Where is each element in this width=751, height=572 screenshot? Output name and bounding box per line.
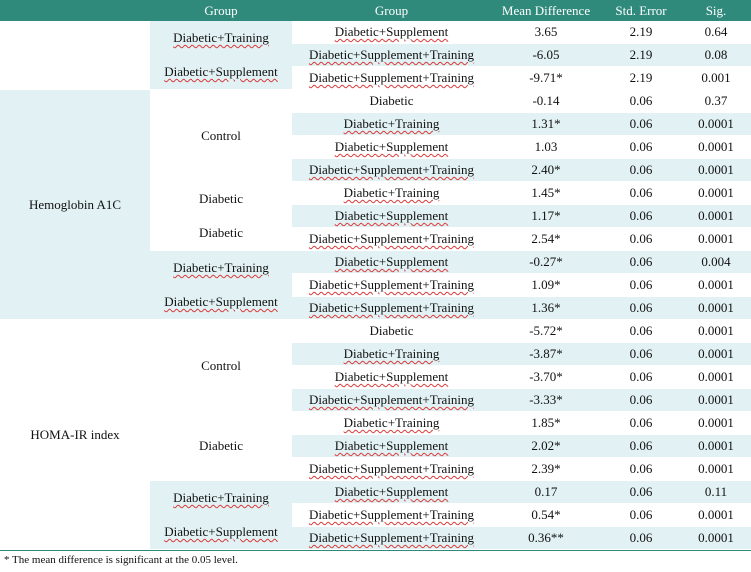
group-1-cell: [150, 251, 292, 320]
group-2-cell: [292, 366, 491, 389]
group-2-cell: [292, 435, 491, 458]
std-error-cell: 0.06: [601, 90, 681, 113]
table-row: [0, 21, 751, 44]
sig-cell: 0.0001: [681, 435, 751, 458]
std-error-cell: 0.06: [601, 113, 681, 136]
group-2-label: Diabetic+Supplement+Training: [308, 70, 475, 85]
group-2-label: Diabetic+Supplement: [334, 484, 449, 499]
group-2-label: Diabetic+Supplement: [334, 369, 449, 384]
group-2-cell: [292, 504, 491, 527]
std-error-cell: 0.06: [601, 389, 681, 412]
group-2-label: Diabetic+Supplement+Training: [308, 277, 475, 292]
group-1-cell: [150, 182, 292, 251]
group-2-cell: [292, 182, 491, 205]
group-2-label: Diabetic+Supplement+Training: [308, 392, 475, 407]
mean-difference-cell: 2.54*: [491, 228, 601, 251]
group-1-label: Diabetic+Training: [173, 490, 269, 505]
header-mean-difference: Mean Difference: [491, 0, 601, 21]
group-2-cell: [292, 159, 491, 182]
sig-cell: 0.37: [681, 90, 751, 113]
group-2-label: Diabetic+Supplement+Training: [308, 300, 475, 315]
std-error-cell: 2.19: [601, 21, 681, 44]
mean-difference-cell: 2.40*: [491, 159, 601, 182]
std-error-cell: 2.19: [601, 44, 681, 67]
group-2-label: Diabetic+Supplement+Training: [308, 47, 475, 62]
sig-cell: 0.0001: [681, 389, 751, 412]
sig-cell: 0.08: [681, 44, 751, 67]
mean-difference-cell: -5.72*: [491, 320, 601, 343]
group-2-cell: [292, 412, 491, 435]
group-1-label: Diabetic+Training: [173, 260, 269, 275]
sig-cell: 0.0001: [681, 527, 751, 550]
group-2-label: Diabetic+Supplement: [334, 254, 449, 269]
group-2-label: Diabetic+Training: [343, 116, 440, 131]
mean-difference-cell: 2.39*: [491, 458, 601, 481]
mean-difference-cell: -6.05: [491, 44, 601, 67]
table-row: [0, 90, 751, 113]
group-1-label: Diabetic+Supplement: [164, 524, 278, 539]
group-2-label: Diabetic+Supplement+Training: [308, 507, 475, 522]
group-2-cell: [292, 136, 491, 159]
group-2-cell: [292, 90, 491, 113]
mean-difference-cell: 1.85*: [491, 412, 601, 435]
std-error-cell: 0.06: [601, 136, 681, 159]
mean-difference-cell: 0.54*: [491, 504, 601, 527]
sig-cell: 0.0001: [681, 366, 751, 389]
sig-cell: 0.0001: [681, 159, 751, 182]
mean-difference-cell: 1.36*: [491, 297, 601, 320]
group-2-cell: [292, 44, 491, 67]
std-error-cell: 0.06: [601, 412, 681, 435]
mean-difference-cell: 3.65: [491, 21, 601, 44]
group-2-label: Diabetic+Supplement+Training: [308, 530, 475, 545]
group-2-label: Diabetic: [369, 93, 414, 108]
group-2-cell: [292, 113, 491, 136]
group-2-label: Diabetic+Training: [343, 415, 440, 430]
std-error-cell: 0.06: [601, 504, 681, 527]
group-2-label: Diabetic+Supplement: [334, 208, 449, 223]
group-2-label: Diabetic+Supplement+Training: [308, 231, 475, 246]
measure-label: HOMA-IR index: [0, 320, 150, 550]
sig-cell: 0.0001: [681, 113, 751, 136]
mean-difference-cell: -3.70*: [491, 366, 601, 389]
group-2-label: Diabetic+Training: [343, 346, 440, 361]
std-error-cell: 0.06: [601, 458, 681, 481]
std-error-cell: 0.06: [601, 481, 681, 504]
group-2-cell: [292, 21, 491, 44]
table-body: [0, 21, 751, 550]
mean-difference-cell: 2.02*: [491, 435, 601, 458]
sig-cell: 0.0001: [681, 205, 751, 228]
header-measure: [0, 0, 150, 21]
measure-label: Hemoglobin A1C: [0, 90, 150, 320]
std-error-cell: 0.06: [601, 343, 681, 366]
mean-difference-cell: 0.17: [491, 481, 601, 504]
mean-difference-cell: 1.45*: [491, 182, 601, 205]
group-2-cell: [292, 228, 491, 251]
mean-difference-cell: 1.09*: [491, 274, 601, 297]
std-error-cell: 2.19: [601, 67, 681, 90]
group-2-label: Diabetic+Supplement+Training: [308, 461, 475, 476]
std-error-cell: 0.06: [601, 320, 681, 343]
group-2-cell: [292, 320, 491, 343]
group-1-label: Diabetic+Training: [173, 30, 269, 45]
group-2-cell: [292, 481, 491, 504]
group-1-cell: [150, 21, 292, 90]
group-1-label: Control: [201, 127, 241, 143]
sig-cell: 0.0001: [681, 297, 751, 320]
group-2-label: Diabetic+Training: [343, 185, 440, 200]
group-1-label: Diabetic: [198, 225, 244, 240]
mean-difference-cell: 1.03: [491, 136, 601, 159]
sig-cell: 0.0001: [681, 458, 751, 481]
group-1-label: Diabetic: [198, 191, 244, 206]
group-2-label: Diabetic: [369, 323, 414, 338]
group-2-cell: [292, 389, 491, 412]
mean-difference-cell: -0.14: [491, 90, 601, 113]
mean-difference-cell: -0.27*: [491, 251, 601, 274]
group-1-label: Control: [201, 357, 241, 373]
sig-cell: 0.001: [681, 67, 751, 90]
header-sig: Sig.: [681, 0, 751, 21]
mean-difference-cell: 1.17*: [491, 205, 601, 228]
table-row: [0, 320, 751, 343]
sig-cell: 0.004: [681, 251, 751, 274]
mean-difference-cell: 1.31*: [491, 113, 601, 136]
sig-cell: 0.0001: [681, 343, 751, 366]
std-error-cell: 0.06: [601, 435, 681, 458]
std-error-cell: 0.06: [601, 297, 681, 320]
group-2-cell: [292, 343, 491, 366]
group-2-label: Diabetic+Supplement: [334, 438, 449, 453]
std-error-cell: 0.06: [601, 366, 681, 389]
group-1-label: Diabetic: [198, 438, 244, 453]
sig-cell: 0.11: [681, 481, 751, 504]
std-error-cell: 0.06: [601, 228, 681, 251]
group-2-cell: [292, 527, 491, 550]
sig-cell: 0.0001: [681, 182, 751, 205]
group-1-label: Diabetic+Supplement: [164, 294, 278, 309]
sig-cell: 0.0001: [681, 228, 751, 251]
std-error-cell: 0.06: [601, 182, 681, 205]
group-2-label: Diabetic+Supplement+Training: [308, 162, 475, 177]
measure-label: [0, 21, 150, 90]
sig-cell: 0.0001: [681, 504, 751, 527]
group-1-cell: [150, 90, 292, 182]
sig-cell: 0.0001: [681, 136, 751, 159]
group-2-cell: [292, 251, 491, 274]
std-error-cell: 0.06: [601, 251, 681, 274]
group-1-cell: [150, 412, 292, 481]
header-row: [0, 0, 751, 21]
sig-cell: 0.0001: [681, 320, 751, 343]
group-2-cell: [292, 205, 491, 228]
group-2-cell: [292, 297, 491, 320]
header-std-error: Std. Error: [601, 0, 681, 21]
header-group-1: Group: [150, 0, 292, 21]
mean-difference-cell: -3.87*: [491, 343, 601, 366]
group-2-cell: [292, 274, 491, 297]
group-1-cell: [150, 320, 292, 412]
group-2-cell: [292, 458, 491, 481]
group-2-label: Diabetic+Supplement: [334, 24, 449, 39]
std-error-cell: 0.06: [601, 205, 681, 228]
sig-cell: 0.0001: [681, 412, 751, 435]
group-1-cell: [150, 481, 292, 550]
std-error-cell: 0.06: [601, 159, 681, 182]
std-error-cell: 0.06: [601, 274, 681, 297]
group-1-label: Diabetic+Supplement: [164, 64, 278, 79]
mean-difference-cell: 0.36**: [491, 527, 601, 550]
mean-difference-cell: -3.33*: [491, 389, 601, 412]
mean-difference-cell: -9.71*: [491, 67, 601, 90]
std-error-cell: 0.06: [601, 527, 681, 550]
header-group-2: Group: [292, 0, 491, 21]
group-2-cell: [292, 67, 491, 90]
group-2-label: Diabetic+Supplement: [334, 139, 449, 154]
sig-cell: 0.64: [681, 21, 751, 44]
footnote: * The mean difference is significant at the 0.05 level.: [0, 550, 751, 572]
sig-cell: 0.0001: [681, 274, 751, 297]
